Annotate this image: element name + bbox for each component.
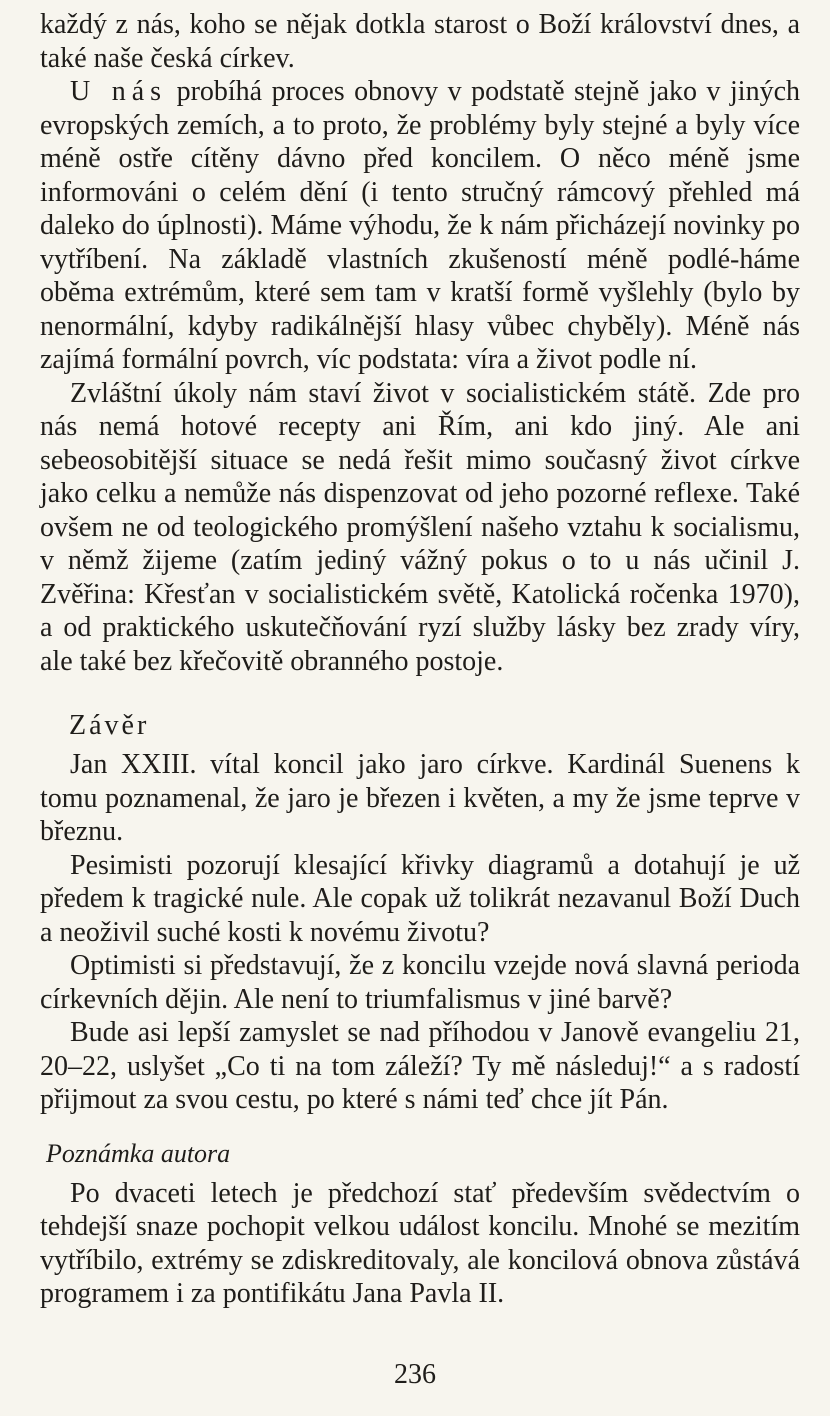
page-number: 236 xyxy=(394,1359,436,1390)
page-content xyxy=(40,8,800,1311)
body-section xyxy=(40,8,800,678)
conclusion-paragraph: Bude asi lepší zamyslet se nad příhodou v Janově evangeliu 21, 20–22, uslyšet „Co ti na tom záleží? Ty mě následuj!“ a s radostí přijmout za svou cestu, po které s námi teď chce jít Pán. xyxy=(40,1017,800,1115)
paragraph-continued: každý z nás, koho se nějak dotkla starost o Boží království dnes, a také naše česká církev. xyxy=(40,9,800,74)
conclusion-paragraph: Pesimisti pozorují klesající křivky diagramů a dotahují je už předem k tragické nule. Ale copak už tolikrát nezavanul Boží Duch a neoživil suché kosti k novému životu? xyxy=(40,849,800,948)
author-note-heading: Poznámka autora xyxy=(46,1138,231,1168)
conclusion-section xyxy=(40,704,800,1117)
conclusion-paragraph: Optimisti si představují, že z koncilu vzejde nová slavná perioda církevních dějin. Ale není to triumfalismus v jiné barvě? xyxy=(40,950,800,1015)
conclusion-heading: Závěr xyxy=(69,710,150,741)
paragraph-u-nas xyxy=(40,75,800,377)
paragraph-lead-spaced: U nás xyxy=(70,76,168,107)
paragraph-socialism: Zvláštní úkoly nám staví život v socialistickém státě. Zde pro nás nemá hotové recepty ani Řím, ani kdo jiný. Ale ani sebeosobitější situace se nedá řešit mimo současný život církve jako celku a nemůže nás dispenzovat od jeho pozorné reflexe. Také ovšem ne od teologického promýšlení našeho vztahu k socialismu, v němž žijeme (zatím jediný vážný pokus o to u nás učinil J. Zvěřina: Křesťan v socialistickém světě, Katolická ročenka 1970), a od praktického uskutečňování ryzí služby lásky bez zrady víry, ale také bez křečovitě obranného postoje. xyxy=(40,377,800,677)
paragraph-text: probíhá proces obnovy v podstatě stejně jako v jiných evropských zemích, a to proto, že problémy byly stejné a byly více méně ostře cítěny dávno před koncilem. O něco méně jsme informováni o celém dění (i tento stručný rámcový přehled má daleko do úplnosti). Máme výhodu, že k nám přicházejí novinky po vytříbení. Na základě vlastních zkušeností méně podlé-háme oběma extrémům, které sem tam v kratší formě vyšlehly (bylo by nenormální, kdyby radikálnější hlasy vůbec chyběly). Méně nás zajímá formální povrch, víc podstata: víra a život podle ní. xyxy=(40,76,801,375)
author-note-section xyxy=(40,1131,800,1311)
author-note-paragraph: Po dvaceti letech je předchozí stať především svědectvím o tehdejší snaze pochopit velkou událost koncilu. Mnohé se mezitím vytříbilo, extrémy se zdiskreditovaly, ale koncilová obnova zůstává programem i za pontifikátu Jana Pavla II. xyxy=(40,1177,800,1309)
conclusion-paragraph: Jan XXIII. vítal koncil jako jaro církve. Kardinál Suenens k tomu poznamenal, že jaro je březen i květen, a my že jsme teprve v březnu. xyxy=(40,749,800,847)
